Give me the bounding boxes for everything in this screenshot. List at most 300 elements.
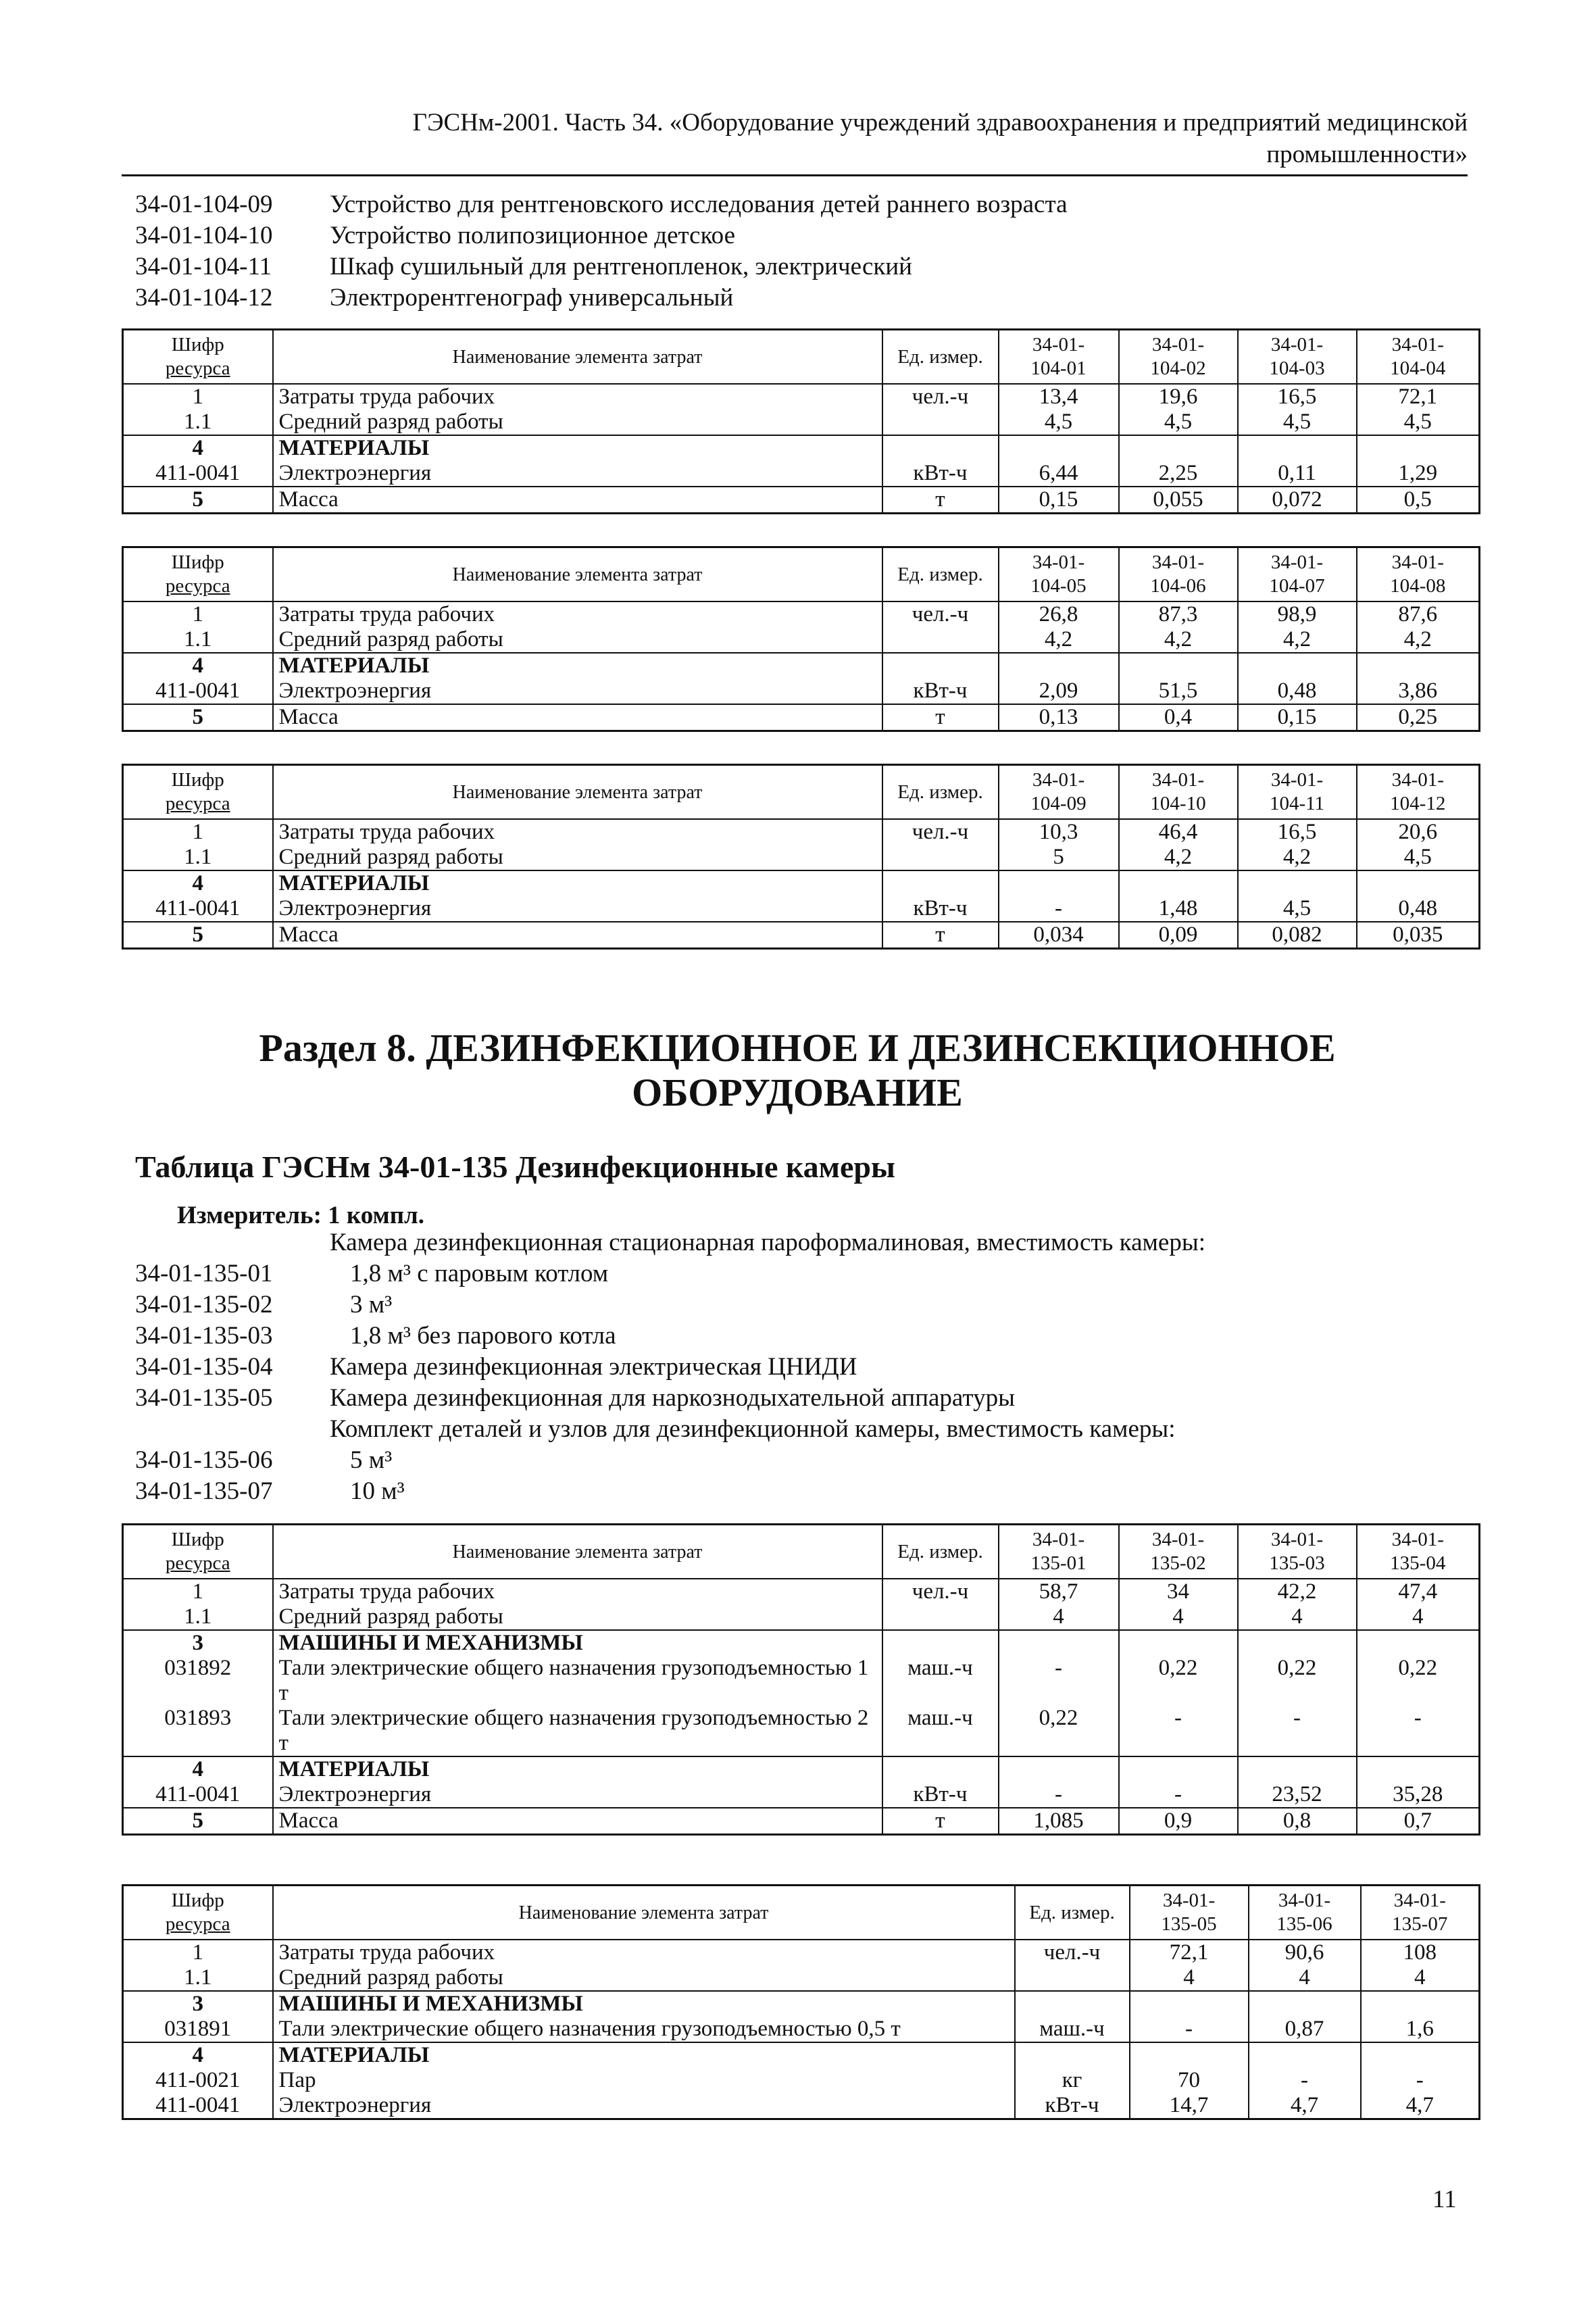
resource-code: 411-0041 bbox=[123, 896, 273, 922]
section-row bbox=[123, 2042, 1480, 2068]
code-list-item bbox=[135, 1227, 1205, 1258]
resource-unit: т bbox=[882, 922, 999, 949]
resource-code: 1.1 bbox=[123, 410, 273, 435]
table-header-row bbox=[123, 1525, 1480, 1579]
header-norm-cell bbox=[1249, 1886, 1361, 1940]
table-header-row bbox=[123, 1886, 1480, 1940]
resource-code: 3 bbox=[123, 1991, 273, 2017]
section-row bbox=[123, 1991, 1480, 2017]
header-norm-cell bbox=[1238, 765, 1357, 820]
header-code-line1: Шифр bbox=[171, 769, 224, 791]
code-list-item bbox=[135, 251, 1068, 282]
resource-name: Тали электрические общего назначения грузоподъемностью 0,5 т bbox=[273, 2017, 1015, 2042]
value-cell bbox=[1361, 2042, 1480, 2068]
resource-code: 5 bbox=[123, 1808, 273, 1835]
resource-code: 411-0041 bbox=[123, 679, 273, 704]
header-norm-cell bbox=[1238, 1525, 1357, 1579]
header-norm-cell bbox=[1357, 330, 1480, 385]
norm-code-line1: 34-01- bbox=[1151, 1529, 1205, 1550]
norm-code-line2: 135-02 bbox=[1150, 1552, 1206, 1574]
resource-name: Масса bbox=[273, 922, 882, 949]
value-cell: 98,9 bbox=[1238, 601, 1357, 627]
header-unit-cell: Ед. измер. bbox=[1015, 1886, 1130, 1940]
resource-table-135-05 bbox=[122, 1884, 1480, 2120]
header-norm-cell bbox=[1119, 330, 1238, 385]
resource-name: Затраты труда рабочих bbox=[273, 1579, 882, 1604]
value-cell: 23,52 bbox=[1238, 1782, 1357, 1808]
table-row bbox=[123, 601, 1480, 627]
resource-unit: маш.-ч bbox=[882, 1656, 999, 1706]
value-cell bbox=[1238, 653, 1357, 679]
header-code-cell bbox=[123, 1886, 273, 1940]
resource-code: 031891 bbox=[123, 2017, 273, 2042]
value-cell: 2,25 bbox=[1119, 461, 1238, 487]
value-cell: 14,7 bbox=[1130, 2093, 1249, 2119]
header-code-cell bbox=[123, 1525, 273, 1579]
value-cell bbox=[1238, 1630, 1357, 1656]
value-cell: 10,3 bbox=[999, 819, 1119, 845]
value-cell: 58,7 bbox=[999, 1579, 1119, 1604]
resource-code: 1.1 bbox=[123, 1604, 273, 1630]
value-cell: 3,86 bbox=[1357, 679, 1480, 704]
resource-code: 1 bbox=[123, 601, 273, 627]
value-cell: - bbox=[1361, 2068, 1480, 2093]
value-cell: 19,6 bbox=[1119, 384, 1238, 410]
resource-name: Электроэнергия bbox=[273, 1782, 882, 1808]
resource-code: 031892 bbox=[123, 1656, 273, 1706]
code-list-item bbox=[135, 1445, 1205, 1476]
table-row bbox=[123, 896, 1480, 922]
section-row bbox=[123, 1630, 1480, 1656]
norm-code-line2: 104-05 bbox=[1030, 575, 1087, 597]
norm-code-line2: 104-11 bbox=[1269, 793, 1325, 814]
value-cell bbox=[1249, 1991, 1361, 2017]
norm-code-line2: 135-06 bbox=[1276, 1913, 1332, 1935]
value-cell: 0,48 bbox=[1238, 679, 1357, 704]
table-header-row bbox=[123, 765, 1480, 820]
value-cell: 87,6 bbox=[1357, 601, 1480, 627]
header-code-cell bbox=[123, 547, 273, 602]
code-list-item bbox=[135, 1414, 1205, 1445]
resource-code: 4 bbox=[123, 653, 273, 679]
resource-unit: чел.-ч bbox=[882, 819, 999, 845]
value-cell: 4,2 bbox=[1357, 627, 1480, 653]
resource-unit: кВт-ч bbox=[882, 461, 999, 487]
value-cell: 0,055 bbox=[1119, 487, 1238, 514]
value-cell: - bbox=[1249, 2068, 1361, 2093]
norm-code-line1: 34-01- bbox=[1151, 551, 1205, 573]
table-header-row bbox=[123, 547, 1480, 602]
norm-code-line2: 104-12 bbox=[1390, 793, 1446, 814]
header-code-line1: Шифр bbox=[171, 1529, 224, 1550]
resource-name: Средний разряд работы bbox=[273, 1604, 882, 1630]
item-code: 34-01-104-11 bbox=[135, 253, 272, 280]
value-cell bbox=[999, 870, 1119, 896]
resource-code: 1 bbox=[123, 819, 273, 845]
header-code-line2: ресурса bbox=[165, 793, 230, 814]
running-header-line1: ГЭСНм-2001. Часть 34. «Оборудование учреждений здравоохранения и предприятий медицинской bbox=[412, 109, 1468, 137]
table-row bbox=[123, 2068, 1480, 2093]
value-cell: 4 bbox=[1130, 1965, 1249, 1991]
resource-unit bbox=[882, 1604, 999, 1630]
value-cell: 0,9 bbox=[1119, 1808, 1238, 1835]
value-cell: 1,085 bbox=[999, 1808, 1119, 1835]
item-text: Электрорентгенограф универсальный bbox=[330, 284, 734, 312]
table-row bbox=[123, 1965, 1480, 1991]
resource-code: 4 bbox=[123, 2042, 273, 2068]
resource-name: Средний разряд работы bbox=[273, 1965, 1015, 1991]
norm-code-line2: 135-03 bbox=[1269, 1552, 1325, 1574]
table-row bbox=[123, 1706, 1480, 1756]
code-list-item bbox=[135, 1321, 1205, 1352]
value-cell: 51,5 bbox=[1119, 679, 1238, 704]
norm-code-line2: 104-07 bbox=[1269, 575, 1325, 597]
value-cell: 4,2 bbox=[1119, 845, 1238, 870]
value-cell bbox=[1238, 870, 1357, 896]
table-row bbox=[123, 2093, 1480, 2119]
resource-unit: т bbox=[882, 1808, 999, 1835]
page-number: 11 bbox=[1432, 2186, 1457, 2213]
resource-unit bbox=[882, 1630, 999, 1656]
value-cell: - bbox=[999, 1782, 1119, 1808]
resource-code: 1.1 bbox=[123, 627, 273, 653]
resource-code: 4 bbox=[123, 1756, 273, 1782]
item-code: 34-01-135-04 bbox=[135, 1353, 273, 1381]
resource-unit: кВт-ч bbox=[882, 1782, 999, 1808]
resource-code: 411-0021 bbox=[123, 2068, 273, 2093]
running-header-line2: промышленности» bbox=[1266, 141, 1468, 168]
header-unit-cell: Ед. измер. bbox=[882, 765, 999, 820]
value-cell bbox=[1238, 1756, 1357, 1782]
resource-unit: чел.-ч bbox=[882, 1579, 999, 1604]
value-cell: 0,072 bbox=[1238, 487, 1357, 514]
value-cell: 0,15 bbox=[999, 487, 1119, 514]
norm-code-line1: 34-01- bbox=[1032, 334, 1085, 355]
table-row bbox=[123, 384, 1480, 410]
resource-code: 1 bbox=[123, 1579, 273, 1604]
resource-unit: кВт-ч bbox=[1015, 2093, 1130, 2119]
value-cell bbox=[1119, 435, 1238, 461]
value-cell: 20,6 bbox=[1357, 819, 1480, 845]
header-norm-cell bbox=[999, 547, 1119, 602]
resource-code: 1.1 bbox=[123, 845, 273, 870]
header-name-cell: Наименование элемента затрат bbox=[273, 1525, 882, 1579]
value-cell bbox=[1119, 653, 1238, 679]
value-cell: 0,13 bbox=[999, 704, 1119, 731]
item-code: 34-01-135-07 bbox=[135, 1477, 273, 1505]
header-code-cell bbox=[123, 765, 273, 820]
norm-code-line1: 34-01- bbox=[1391, 769, 1444, 791]
table-row bbox=[123, 1604, 1480, 1630]
item-code: 34-01-135-03 bbox=[135, 1322, 273, 1350]
item-code bbox=[135, 1227, 330, 1258]
table-row bbox=[123, 461, 1480, 487]
norm-code-line2: 104-09 bbox=[1030, 793, 1087, 814]
header-norm-cell bbox=[1119, 765, 1238, 820]
resource-name: Тали электрические общего назначения грузоподъемностью 1 т bbox=[273, 1656, 882, 1706]
value-cell: - bbox=[1357, 1706, 1480, 1756]
value-cell: 5 bbox=[999, 845, 1119, 870]
value-cell: 0,87 bbox=[1249, 2017, 1361, 2042]
item-code bbox=[135, 1414, 330, 1445]
section-name: МАШИНЫ И МЕХАНИЗМЫ bbox=[273, 1630, 882, 1656]
value-cell: 4,5 bbox=[1238, 896, 1357, 922]
resource-unit: чел.-ч bbox=[882, 601, 999, 627]
value-cell: - bbox=[1119, 1782, 1238, 1808]
header-name-cell: Наименование элемента затрат bbox=[273, 547, 882, 602]
section-row bbox=[123, 435, 1480, 461]
value-cell: 16,5 bbox=[1238, 819, 1357, 845]
header-norm-cell bbox=[1119, 547, 1238, 602]
value-cell bbox=[1357, 1630, 1480, 1656]
value-cell: 0,15 bbox=[1238, 704, 1357, 731]
value-cell bbox=[1357, 653, 1480, 679]
value-cell bbox=[1357, 1756, 1480, 1782]
resource-unit: чел.-ч bbox=[1015, 1940, 1130, 1965]
resource-code: 4 bbox=[123, 435, 273, 461]
section-row bbox=[123, 653, 1480, 679]
item-code: 34-01-135-05 bbox=[135, 1384, 273, 1412]
norm-code-line1: 34-01- bbox=[1151, 334, 1205, 355]
value-cell: 87,3 bbox=[1119, 601, 1238, 627]
resource-table-135-01 bbox=[122, 1523, 1480, 1836]
value-cell: 72,1 bbox=[1130, 1940, 1249, 1965]
item-text: Камера дезинфекционная стационарная пароформалиновая, вместимость камеры: bbox=[330, 1229, 1205, 1256]
header-norm-cell bbox=[1238, 330, 1357, 385]
header-code-line1: Шифр bbox=[171, 1890, 224, 1911]
value-cell: 6,44 bbox=[999, 461, 1119, 487]
item-text: 5 м³ bbox=[350, 1446, 393, 1474]
header-name-cell: Наименование элемента затрат bbox=[273, 1886, 1015, 1940]
header-code-line2: ресурса bbox=[165, 1913, 230, 1935]
value-cell: 0,11 bbox=[1238, 461, 1357, 487]
value-cell: 0,22 bbox=[1357, 1656, 1480, 1706]
resource-code: 411-0041 bbox=[123, 461, 273, 487]
resource-name: Тали электрические общего назначения грузоподъемностью 2 т bbox=[273, 1706, 882, 1756]
intro-code-list bbox=[135, 189, 1068, 314]
resource-name: Масса bbox=[273, 1808, 882, 1835]
value-cell: 4,2 bbox=[1238, 845, 1357, 870]
resource-code: 3 bbox=[123, 1630, 273, 1656]
norm-code-line1: 34-01- bbox=[1278, 1890, 1331, 1911]
value-cell bbox=[1361, 1991, 1480, 2017]
measurement-unit: Измеритель: 1 компл. bbox=[177, 1202, 425, 1229]
code-list-item bbox=[135, 1289, 1205, 1321]
code-list-item bbox=[135, 1352, 1205, 1383]
norm-code-line2: 104-08 bbox=[1390, 575, 1446, 597]
code-list-item bbox=[135, 220, 1068, 251]
header-norm-cell bbox=[1119, 1525, 1238, 1579]
resource-name: Электроэнергия bbox=[273, 896, 882, 922]
header-norm-cell bbox=[1357, 765, 1480, 820]
item-text: Устройство для рентгеновского исследования детей раннего возраста bbox=[330, 191, 1068, 218]
header-code-line2: ресурса bbox=[165, 358, 230, 379]
value-cell: 47,4 bbox=[1357, 1579, 1480, 1604]
norm-code-line2: 104-04 bbox=[1390, 358, 1446, 379]
resource-unit: кВт-ч bbox=[882, 896, 999, 922]
value-cell: 4 bbox=[1238, 1604, 1357, 1630]
value-cell: 13,4 bbox=[999, 384, 1119, 410]
table-row bbox=[123, 2017, 1480, 2042]
value-cell bbox=[999, 435, 1119, 461]
item-code: 34-01-104-09 bbox=[135, 191, 273, 218]
resource-unit bbox=[882, 1756, 999, 1782]
resource-name: Средний разряд работы bbox=[273, 410, 882, 435]
value-cell: 34 bbox=[1119, 1579, 1238, 1604]
value-cell: 16,5 bbox=[1238, 384, 1357, 410]
norm-code-line1: 34-01- bbox=[1393, 1890, 1446, 1911]
value-cell: 4 bbox=[1119, 1604, 1238, 1630]
resource-unit bbox=[882, 435, 999, 461]
resource-unit bbox=[882, 627, 999, 653]
value-cell: 4 bbox=[1249, 1965, 1361, 1991]
value-cell: 0,22 bbox=[1238, 1656, 1357, 1706]
norm-code-line1: 34-01- bbox=[1270, 551, 1324, 573]
resource-code: 411-0041 bbox=[123, 2093, 273, 2119]
code-list-item bbox=[135, 189, 1068, 220]
norm-code-line1: 34-01- bbox=[1032, 769, 1085, 791]
table-row bbox=[123, 410, 1480, 435]
norm-code-line1: 34-01- bbox=[1391, 551, 1444, 573]
norm-code-line2: 135-05 bbox=[1161, 1913, 1217, 1935]
norm-code-line1: 34-01- bbox=[1270, 334, 1324, 355]
value-cell: 4,2 bbox=[1119, 627, 1238, 653]
norm-code-line1: 34-01- bbox=[1032, 551, 1085, 573]
norm-code-line1: 34-01- bbox=[1151, 769, 1205, 791]
value-cell: 70 bbox=[1130, 2068, 1249, 2093]
value-cell: 4 bbox=[1361, 1965, 1480, 1991]
item-text: 10 м³ bbox=[350, 1477, 405, 1505]
header-norm-cell bbox=[1357, 547, 1480, 602]
norm-code-line1: 34-01- bbox=[1270, 1529, 1324, 1550]
table-row bbox=[123, 819, 1480, 845]
header-unit-cell: Ед. измер. bbox=[882, 547, 999, 602]
value-cell bbox=[999, 1630, 1119, 1656]
table-row bbox=[123, 1579, 1480, 1604]
resource-code: 1.1 bbox=[123, 1965, 273, 1991]
table-row bbox=[123, 1656, 1480, 1706]
item-code: 34-01-104-10 bbox=[135, 222, 273, 249]
value-cell: 0,035 bbox=[1357, 922, 1480, 949]
section-name: МАТЕРИАЛЫ bbox=[273, 1756, 882, 1782]
resource-name: Электроэнергия bbox=[273, 2093, 1015, 2119]
section-name: МАТЕРИАЛЫ bbox=[273, 870, 882, 896]
value-cell bbox=[1130, 2042, 1249, 2068]
section-name: МАТЕРИАЛЫ bbox=[273, 2042, 1015, 2068]
value-cell: 4 bbox=[1357, 1604, 1480, 1630]
norm-code-line1: 34-01- bbox=[1391, 334, 1444, 355]
code-list-item bbox=[135, 282, 1068, 314]
table-row bbox=[123, 627, 1480, 653]
item-code: 34-01-135-06 bbox=[135, 1446, 273, 1474]
value-cell: 0,22 bbox=[1119, 1656, 1238, 1706]
value-cell bbox=[1357, 870, 1480, 896]
value-cell: 4,5 bbox=[1119, 410, 1238, 435]
value-cell: 4,5 bbox=[1238, 410, 1357, 435]
item-text: 1,8 м³ без парового котла bbox=[350, 1322, 616, 1350]
resource-name: Затраты труда рабочих bbox=[273, 601, 882, 627]
header-unit-cell: Ед. измер. bbox=[882, 330, 999, 385]
header-code-line1: Шифр bbox=[171, 334, 224, 355]
mass-row bbox=[123, 1808, 1480, 1835]
resource-name: Затраты труда рабочих bbox=[273, 384, 882, 410]
header-norm-cell bbox=[999, 765, 1119, 820]
value-cell: 4,7 bbox=[1361, 2093, 1480, 2119]
section-name: МАШИНЫ И МЕХАНИЗМЫ bbox=[273, 1991, 1015, 2017]
norm-code-line2: 104-03 bbox=[1269, 358, 1325, 379]
header-name-cell: Наименование элемента затрат bbox=[273, 330, 882, 385]
resource-code: 411-0041 bbox=[123, 1782, 273, 1808]
section-heading-line2: ОБОРУДОВАНИЕ bbox=[632, 1070, 963, 1114]
header-code-line2: ресурса bbox=[165, 1552, 230, 1574]
item-text: 1,8 м³ с паровым котлом bbox=[350, 1260, 609, 1287]
value-cell: 0,09 bbox=[1119, 922, 1238, 949]
header-norm-cell bbox=[999, 1525, 1119, 1579]
section-heading bbox=[122, 1026, 1473, 1115]
table-row bbox=[123, 845, 1480, 870]
value-cell bbox=[1119, 1756, 1238, 1782]
norm-code-line1: 34-01- bbox=[1270, 769, 1324, 791]
value-cell: 0,5 bbox=[1357, 487, 1480, 514]
resource-unit bbox=[882, 845, 999, 870]
item-text: Камера дезинфекционная электрическая ЦНИДИ bbox=[330, 1353, 857, 1381]
resource-code: 4 bbox=[123, 870, 273, 896]
resource-unit: т bbox=[882, 704, 999, 731]
resource-table-104-09 bbox=[122, 764, 1480, 950]
resource-name: Затраты труда рабочих bbox=[273, 1940, 1015, 1965]
table-row bbox=[123, 1782, 1480, 1808]
resource-unit: маш.-ч bbox=[882, 1706, 999, 1756]
value-cell bbox=[999, 653, 1119, 679]
resource-unit bbox=[882, 870, 999, 896]
value-cell bbox=[1357, 435, 1480, 461]
mass-row bbox=[123, 922, 1480, 949]
value-cell bbox=[1238, 435, 1357, 461]
item-text: Камера дезинфекционная для наркознодыхательной аппаратуры bbox=[330, 1384, 1015, 1412]
value-cell: 4,5 bbox=[1357, 845, 1480, 870]
norm-code-line2: 104-10 bbox=[1150, 793, 1206, 814]
value-cell: 72,1 bbox=[1357, 384, 1480, 410]
header-code-cell bbox=[123, 330, 273, 385]
resource-unit bbox=[1015, 1965, 1130, 1991]
value-cell: 0,4 bbox=[1119, 704, 1238, 731]
table-header-row bbox=[123, 330, 1480, 385]
header-norm-cell bbox=[1357, 1525, 1480, 1579]
norm-code-line1: 34-01- bbox=[1391, 1529, 1444, 1550]
item-text: 3 м³ bbox=[350, 1291, 393, 1319]
value-cell: 0,082 bbox=[1238, 922, 1357, 949]
section-row bbox=[123, 1756, 1480, 1782]
norm-code-line1: 34-01- bbox=[1162, 1890, 1216, 1911]
norm-code-line2: 104-06 bbox=[1150, 575, 1206, 597]
resource-code: 1 bbox=[123, 384, 273, 410]
value-cell: 26,8 bbox=[999, 601, 1119, 627]
value-cell: 0,22 bbox=[999, 1706, 1119, 1756]
section-name: МАТЕРИАЛЫ bbox=[273, 435, 882, 461]
value-cell: 42,2 bbox=[1238, 1579, 1357, 1604]
value-cell: 4 bbox=[999, 1604, 1119, 1630]
norm-code-line2: 104-01 bbox=[1030, 358, 1087, 379]
value-cell: 1,29 bbox=[1357, 461, 1480, 487]
resource-name: Электроэнергия bbox=[273, 461, 882, 487]
value-cell bbox=[1119, 870, 1238, 896]
mass-row bbox=[123, 704, 1480, 731]
value-cell: - bbox=[1119, 1706, 1238, 1756]
code-list-item bbox=[135, 1476, 1205, 1507]
value-cell: 35,28 bbox=[1357, 1782, 1480, 1808]
resource-code: 5 bbox=[123, 487, 273, 514]
header-code-line2: ресурса bbox=[165, 575, 230, 597]
